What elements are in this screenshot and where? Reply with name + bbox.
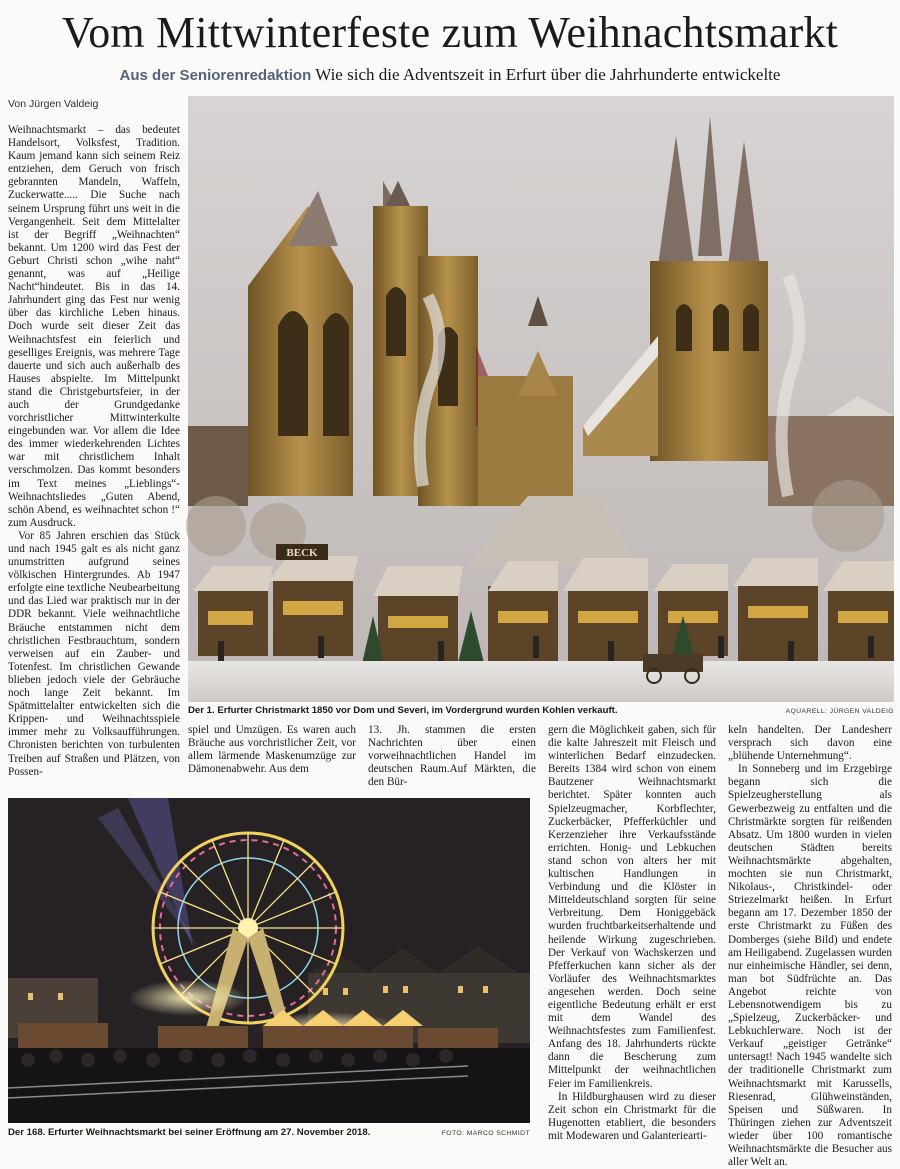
image-credit-1: AQUARELL: JÜRGEN VALDEIG — [785, 708, 894, 715]
article-column-3 — [368, 724, 536, 792]
image-caption-1: Der 1. Erfurter Christmarkt 1850 vor Dom und Severi, im Vordergrund wurden Kohlen verkauft. — [188, 705, 618, 716]
paragraph: Vor 85 Jahren erschien das Stück und nach 1945 galt es als nicht ganz unumstritten aufgrund seines völkischen Hintergrundes. Ab 1947 erfolgte eine textliche Neubearbeitung und das Lied war praktisch nur in der DDR bekannt. Viele weihnachtliche Bräuche entstammen nicht dem christlichen Festbrauchtum, sondern verweisen auf ein Zauber- und Totenfest. Im christlichen Gewande blieben jedoch viele der Gebräuche noch lange Zeit bekannt. Im Spätmittelalter entwickelten sich die Krippen- und Weihnachtsspiele immer mehr zu Volksaufführungen. Chronisten berichten von turbulenten Treiben auf Straßen und Plätzen, von Possen- — [8, 529, 180, 778]
paragraph: gern die Möglichkeit gaben, sich für die kalte Jahreszeit mit Fleisch und winterlichen Bedarf einzudecken. Bereits 1384 wird schon von einem Bautzener Weihnachtsmarkt berichtet. Später konnten auch Spielzeugmacher, Korbflechter, Zuckerbäcker, Pfefferküchler und Kerzenzieher ihre Verkaufsstände errichten. Honig- und Lebkuchen stand schon von alters her mit kultischen Handlungen in Verbindung und die Klöster in Mitteldeutschland sorgten für seine Verbreitung. Dem Honiggebäck wurden fruchtbarkeitserhaltende und heilende Wirkung zugeschrieben. Der Verkauf von Wachskerzen und Pfefferkuchen kann sicher als der Vorläufer des Weihnachtsmarktes angesehen werden. Doch seine eigentliche Bedeutung erhält er erst mit dem Wandel des Weihnachtsfestes zum Familienfest. Anfang des 18. Jahrhunderts rückte dann die Bescherung zum Mittelpunkt der weihnachtlichen Feier im Familienkreis. — [548, 724, 716, 1090]
subheadline-text: Wie sich die Adventszeit in Erfurt über die Jahrhunderte entwickelte — [315, 65, 781, 84]
byline: Von Jürgen Valdeig — [8, 98, 99, 110]
paragraph: 13. Jh. stammen die ersten Nachrichten über einen vorweihnachtlichen Handel im deutschen Raum.Auf Märkten, die den Bür- — [368, 724, 536, 789]
cathedral-watercolor-image — [188, 96, 894, 702]
image-credit-2: FOTO: MARCO SCHMIDT — [441, 1130, 530, 1137]
article-column-1 — [8, 124, 180, 789]
headline: Vom Mittwinterfeste zum Weihnachtsmarkt — [61, 8, 839, 57]
christmas-market-night-photo — [8, 798, 530, 1123]
article-column-2 — [188, 724, 356, 792]
paragraph: In Hildburghausen wird zu dieser Zeit schon ein Christmarkt für die Hugenotten etabliert, die besonders mit Modewaren und Galanteriearti- — [548, 1090, 716, 1142]
paragraph: In Sonneberg und im Erzgebirge begann sich die Spielzeugherstellung als Gewerbezweig zu entfalten und die Christmärkte sorgten für reißenden Absatz. Um 1800 wurden in vielen deutschen Städten bereits Weihnachtsmärkte abgehalten, mochten sie nun Christmarkt, Nikolaus-, Christkindel- oder Striezelmarkt heißen. In Erfurt begann am 17. Dezember 1850 der erste Christmarkt zu Füßen des Domberges (siehe Bild) und endete am Heiligabend. Zugelassen wurden nur einheimische Händler, sei denn, man bot Südfrüchte an. Das Angebot reichte von Lebensnotwendigem bis zu „Spielzeug, Zuckerbäcker- und Lebkuchlerware. Noch ist der Verkauf „geistiger Getränke“ untersagt! Nach 1945 wandelte sich der traditionelle Christmarkt zum Weihnachtsmarkt mit Karussells, Riesenrad, Glühweinständen, Speisen und Süßwaren. In Thüringen ziehen zur Adventszeit wieder über 100 romantische Weihnachtsmärkte die Besucher aus aller Welt an. — [728, 763, 892, 1169]
subheadline — [10, 64, 890, 87]
paragraph: keln handelten. Der Landesherr versprach sich davon eine „blühende Unternehmung“. — [728, 724, 892, 763]
paragraph: Weihnachtsmarkt – das bedeutet Handelsort, Volksfest, Tradition. Kaum jemand kann sich seinem Reiz entziehen, dem Geruch von frisch gebrannten Mandeln, Waffeln, Zuckerwatte..... Die Suche nach seinem Ursprung führt uns weit in die Vergangenheit. Seit dem Mittelalter ist der Begriff „Weihnachten“ bekannt. Um 1200 wird das Fest der Geburt Christi schon „wihe naht“ genannt, was auf „Heilige Nacht“hindeutet. Bis in das 14. Jahrhundert ging das Fest nur wenig über das kirchliche Leben hinaus. Doch wurde seit dieser Zeit das Weihnachtsfest ein feierlich und geselliges Ereignis, was mehrere Tage dauerte und sich auch außerhalb des Hauses abspielte. Im Mittelpunkt stand die Christgeburtsfeier, in der auch der Grundgedanke vorchristlicher Mittwinterkulte eingebunden war. Vor allem die Idee des immer wiederkehrenden Lichtes war mit christlichem Inhalt verschmolzen. Das kommt besonders im Text meines „Lieblings“-Weihnachtsliedes „Guten Abend, schön Abend, es weihnachtet schon !“ zum Ausdruck. — [8, 124, 180, 529]
paragraph: spiel und Umzügen. Es waren auch Bräuche aus vorchristlicher Zeit, vor allem lärmende Maskenumzüge zur Dämonenabwehr. Aus dem — [188, 724, 356, 776]
booth-sign: BECK — [286, 547, 318, 559]
article-column-5 — [728, 724, 892, 1169]
rubric-label: Aus der Seniorenredaktion — [119, 67, 312, 84]
image-caption-2: Der 168. Erfurter Weihnachtsmarkt bei seiner Eröffnung am 27. November 2018. — [8, 1127, 371, 1138]
article-column-4 — [548, 724, 716, 1144]
